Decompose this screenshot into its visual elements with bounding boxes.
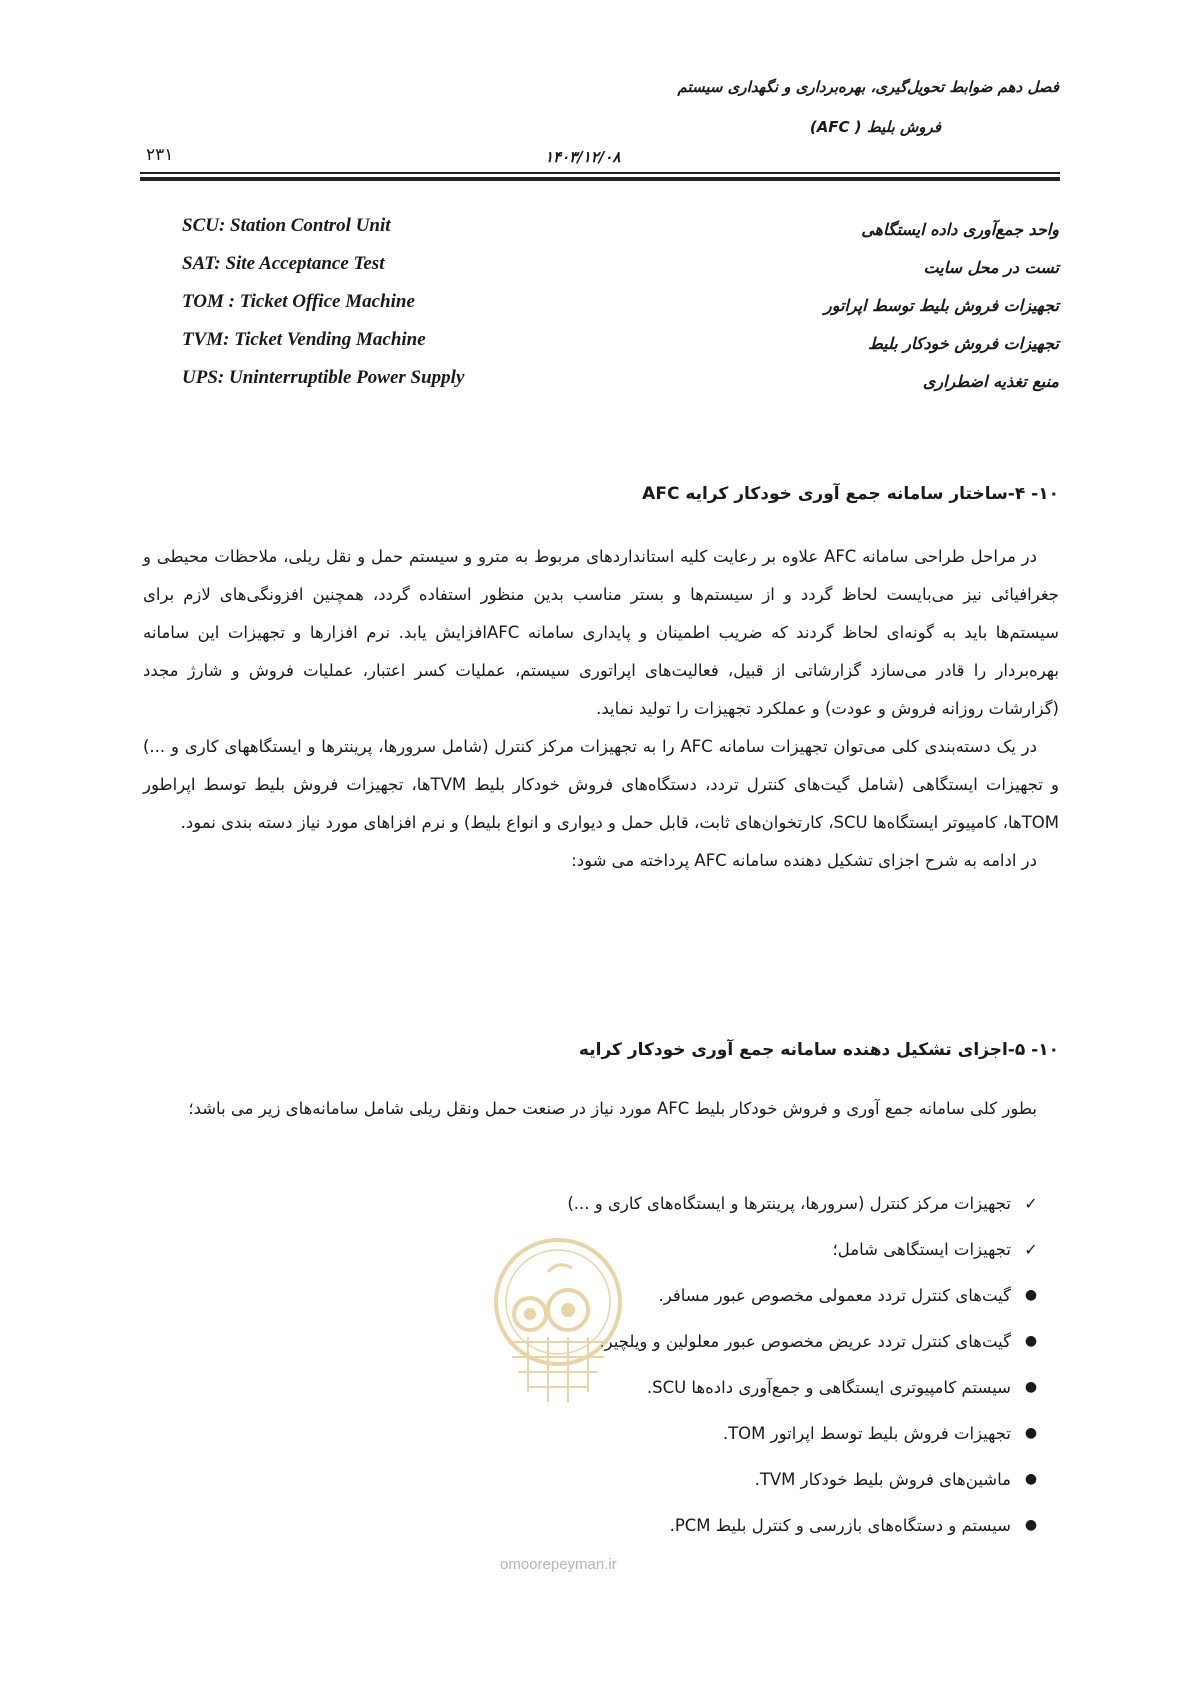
list-item: [351, 1456, 1051, 1502]
paragraph: در مراحل طراحی سامانه AFC علاوه بر رعایت کلیه استانداردهای مربوط به مترو و سیستم حمل و نقل ریلی، ملاحظات محیطی و جغرافیائی نیز می‌بایست لحاظ گردد و از سیستم‌ها و بستر مناسب بدین منظور استفاده گردد، همچنین افزونگی‌های لازم برای سیستم‌ها باید به گونه‌ای لحاظ گردند که ضریب اطمینان و پایداری سامانه AFCافزایش یابد. نرم افزارها و تجهیزات این سامانه بهره‌بردار را قادر می‌سازد گزارشاتی از قبیل، فعالیت‌های اپراتوری سیستم، عملیات کسر اعتبار، عملیات فروش و شارژ مجدد (گزارشات روزانه فروش و عودت) و عملکرد تجهیزات را تولید نماید.: [143, 547, 1059, 718]
abbreviation-en: TVM: Ticket Vending Machine: [182, 329, 426, 350]
list-item-text: گیت‌های کنترل تردد عریض مخصوص عبور معلولین و ویلچیر.: [599, 1331, 1011, 1351]
components-list: [351, 1180, 1051, 1548]
paragraph: در یک دسته‌بندی کلی می‌توان تجهیزات سامانه AFC را به تجهیزات مرکز کنترل (شامل سرورها، پرینترها و ایستگاههای کاری و ...) و تجهیزات ایستگاهی (شامل گیت‌های کنترل تردد، دستگاه‌های فروش خودکار بلیط TVMها، تجهیزات فروش بلیط توسط اپراطور TOMها، کامپیوتر ایستگاه‌ها SCU، کارتخوان‌های ثابت، قابل حمل و دیواری و انواع بلیط) و نرم افزاهای مورد نیاز دسته بندی نمود.: [143, 737, 1060, 832]
list-item-text: سیستم و دستگاه‌های بازرسی و کنترل بلیط PCM.: [669, 1515, 1011, 1535]
list-item-text: گیت‌های کنترل تردد معمولی مخصوص عبور مسافر.: [658, 1285, 1011, 1305]
list-item: [351, 1180, 1051, 1226]
bullet-icon: ●: [1024, 1517, 1038, 1533]
checkmark-icon: ✓: [1024, 1239, 1038, 1259]
section-intro: [143, 1090, 1059, 1128]
section-body: [143, 538, 1059, 880]
chapter-subtitle: فروش بلیط ( AFC): [809, 118, 941, 136]
list-item-text: تجهیزات ایستگاهی شامل؛: [832, 1239, 1011, 1259]
header-rule-thick: [140, 177, 1060, 181]
abbreviation-en: UPS: Uninterruptible Power Supply: [182, 367, 465, 388]
abbreviation-fa: تست در محل سایت: [923, 258, 1059, 277]
abbreviation-fa: واحد جمع‌آوری داده ایستگاهی: [861, 220, 1059, 239]
bullet-icon: ●: [1024, 1287, 1038, 1303]
watermark-url: omoorepeyman.ir: [500, 1556, 617, 1573]
abbreviation-fa: تجهیزات فروش بلیط توسط اپراتور: [823, 296, 1059, 315]
list-item: [351, 1318, 1051, 1364]
abbreviation-en: SAT: Site Acceptance Test: [182, 253, 385, 274]
chapter-title: فصل دهم ضوابط تحویل‌گیری، بهره‌برداری و نگهداری سیستم: [677, 78, 1059, 96]
paragraph: در ادامه به شرح اجزای تشکیل دهنده سامانه AFC پرداخته می شود:: [571, 851, 1037, 870]
list-item-text: ماشین‌های فروش بلیط خودکار TVM.: [754, 1469, 1011, 1489]
bullet-icon: ●: [1024, 1425, 1038, 1441]
section-heading: ۱۰- ۴-ساختار سامانه جمع آوری خودکار کرایه AFC: [642, 484, 1059, 504]
list-item-text: تجهیزات فروش بلیط توسط اپراتور TOM.: [722, 1423, 1011, 1443]
list-item-text: سیستم کامپیوتری ایستگاهی و جمع‌آوری داده‌ها SCU.: [646, 1377, 1011, 1397]
bullet-icon: ●: [1024, 1333, 1038, 1349]
checkmark-icon: ✓: [1024, 1193, 1038, 1213]
bullet-icon: ●: [1024, 1471, 1038, 1487]
abbreviation-fa: منبع تغذیه اضطراری: [922, 372, 1059, 391]
section-heading: ۱۰- ۵-اجزای تشکیل دهنده سامانه جمع آوری خودکار کرایه: [578, 1040, 1059, 1060]
paragraph: بطور کلی سامانه جمع آوری و فروش خودکار بلیط AFC مورد نیاز در صنعت حمل ونقل ریلی شامل سامانه‌های زیر می باشد؛: [188, 1099, 1037, 1118]
page-number: ۲۳۱: [146, 145, 174, 165]
list-item: [351, 1364, 1051, 1410]
header-rule-thin: [140, 172, 1060, 174]
list-item-text: تجهیزات مرکز کنترل (سرورها، پرینترها و ایستگاه‌های کاری و ...): [567, 1193, 1011, 1213]
abbreviation-en: SCU: Station Control Unit: [182, 215, 391, 236]
list-item: [351, 1272, 1051, 1318]
list-item: [351, 1502, 1051, 1548]
watermark-seal-icon: [478, 1232, 638, 1432]
bullet-icon: ●: [1024, 1379, 1038, 1395]
abbreviation-fa: تجهیزات فروش خودکار بلیط: [867, 334, 1059, 353]
abbreviation-en: TOM : Ticket Office Machine: [182, 291, 415, 312]
list-item: [351, 1226, 1051, 1272]
document-date: ۱۴۰۳/۱۲/۰۸: [545, 148, 621, 166]
list-item: [351, 1410, 1051, 1456]
